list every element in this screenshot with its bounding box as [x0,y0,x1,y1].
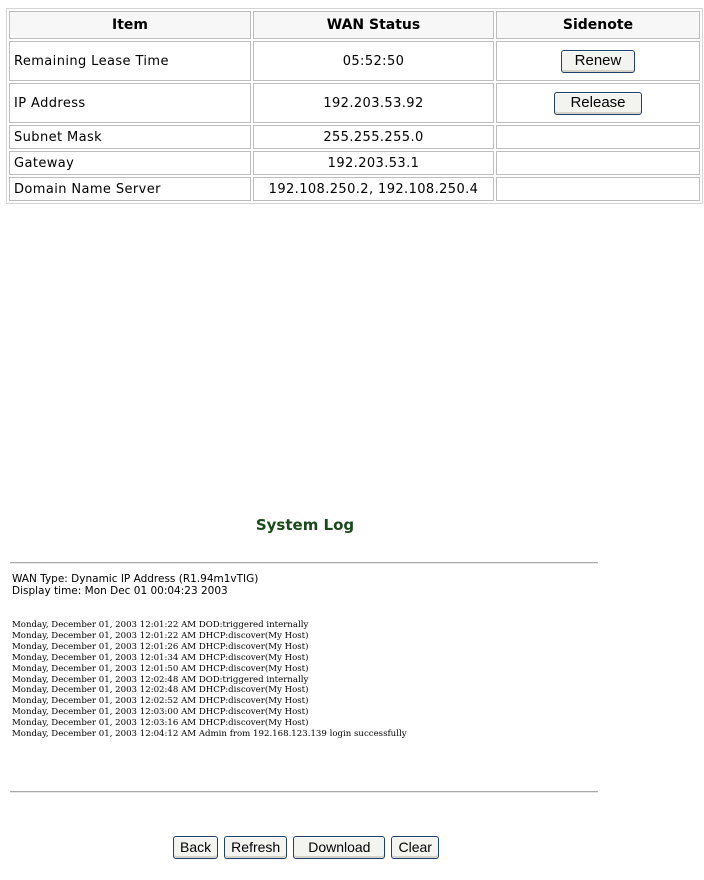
row-status-value: 192.203.53.92 [253,83,494,123]
download-button[interactable]: Download [293,836,385,859]
log-list [12,620,407,740]
divider-top [10,562,598,564]
log-entry: Monday, December 01, 2003 12:01:50 AM DHCP:discover(My Host) [12,663,309,674]
wan-status-table [6,8,703,204]
system-log-title: System Log [255,516,355,534]
divider-bottom [10,791,598,793]
refresh-button[interactable]: Refresh [224,836,287,859]
log-entry: Monday, December 01, 2003 12:02:48 AM DOD:triggered internally [12,674,309,685]
row-status-value: 05:52:50 [253,41,494,81]
log-entry: Monday, December 01, 2003 12:01:34 AM DHCP:discover(My Host) [12,652,309,663]
row-item-label: IP Address [9,83,251,123]
log-info [12,573,258,597]
row-status-value: 255.255.255.0 [253,125,494,149]
row-sidenote [496,151,700,175]
log-entry: Monday, December 01, 2003 12:03:00 AM DHCP:discover(My Host) [12,707,309,718]
table-row [9,41,700,81]
row-sidenote [496,125,700,149]
log-entry: Monday, December 01, 2003 12:02:52 AM DHCP:discover(My Host) [12,696,309,707]
log-action-bar [0,836,610,859]
row-sidenote [496,177,700,201]
log-entry: Monday, December 01, 2003 12:01:22 AM DHCP:discover(My Host) [12,630,309,641]
log-entry: Monday, December 01, 2003 12:01:22 AM DOD:triggered internally [12,620,309,630]
row-item-label: Subnet Mask [9,125,251,149]
row-item-label: Domain Name Server [9,177,251,201]
table-row [9,125,700,149]
log-entry: Monday, December 01, 2003 12:04:12 AM Admin from 192.168.123.139 login successfully [12,729,407,740]
table-row [9,151,700,175]
row-sidenote [496,83,700,123]
back-button[interactable]: Back [173,836,218,859]
log-entry: Monday, December 01, 2003 12:01:26 AM DHCP:discover(My Host) [12,641,309,652]
log-entry: Monday, December 01, 2003 12:03:16 AM DHCP:discover(My Host) [12,718,309,729]
row-status-value: 192.108.250.2, 192.108.250.4 [253,177,494,201]
log-entry: Monday, December 01, 2003 12:02:48 AM DHCP:discover(My Host) [12,685,309,696]
row-item-label: Remaining Lease Time [9,41,251,81]
release-button[interactable]: Release [554,92,642,115]
renew-button[interactable]: Renew [561,50,635,73]
table-row [9,83,700,123]
row-sidenote [496,41,700,81]
header-sidenote: Sidenote [496,11,700,39]
table-row [9,177,700,201]
table-header-row [9,11,700,39]
header-item: Item [9,11,251,39]
display-time-text: Display time: Mon Dec 01 00:04:23 2003 [12,585,228,597]
wan-type-text: WAN Type: Dynamic IP Address (R1.94m1vTIG) [12,573,259,585]
clear-button[interactable]: Clear [391,836,438,859]
header-wan-status: WAN Status [253,11,494,39]
row-item-label: Gateway [9,151,251,175]
row-status-value: 192.203.53.1 [253,151,494,175]
